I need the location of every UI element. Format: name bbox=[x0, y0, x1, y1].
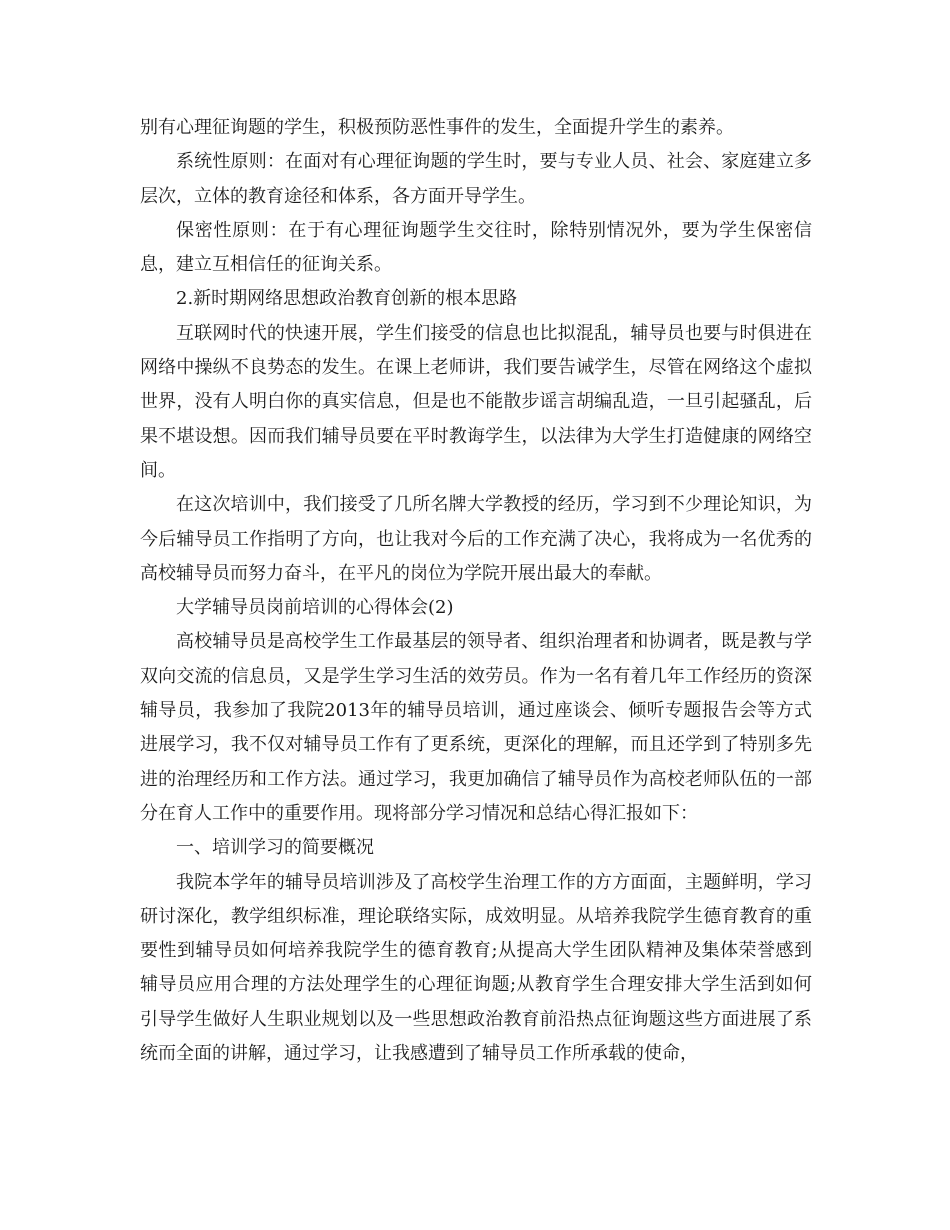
paragraph-confidentiality-principle: 保密性原则：在于有心理征询题学生交往时，除特别情况外，要为学生保密信息，建立互相信任的征询关系。 bbox=[140, 219, 812, 276]
paragraph-systematic-principle: 系统性原则：在面对有心理征询题的学生时，要与专业人员、社会、家庭建立多层次，立体的教育途径和体系，各方面开导学生。 bbox=[140, 151, 812, 207]
paragraph: 互联网时代的快速开展，学生们接受的信息也比拟混乱，辅导员也要与时俱进在网络中操纵不良势态的发生。在课上老师讲，我们要告诫学生，尽管在网络这个虚拟世界，没有人明白你的真实信息，但是也不能散步谣言胡编乱造，一旦引起骚乱，后果不堪设想。因而我们辅导员要在平时教诲学生，以法律为大学生打造健康的网络空间。 bbox=[140, 322, 812, 481]
paragraph: 在这次培训中，我们接受了几所名牌大学教授的经历，学习到不少理论知识，为今后辅导员工作指明了方向，也让我对今后的工作充满了决心，我将成为一名优秀的高校辅导员而努力奋斗，在平凡的岗位为学院开展出最大的奉献。 bbox=[140, 494, 812, 584]
paragraph: 别有心理征询题的学生，积极预防恶性事件的发生，全面提升学生的素养。 bbox=[140, 117, 734, 138]
paragraph: 高校辅导员是高校学生工作最基层的领导者、组织治理者和协调者，既是教与学双向交流的信息员，又是学生学习生活的效劳员。作为一名有着几年工作经历的资深辅导员，我参加了我院2013年的辅导员培训，通过座谈会、倾听专题报告会等方式进展学习，我不仅对辅导员工作有了更系统，更深化的理解，而且还学到了特别多先进的治理经历和工作方法。通过学习，我更加确信了辅导员作为高校老师队伍的一部分在育人工作中的重要作用。现将部分学习情况和总结心得汇报如下： bbox=[140, 631, 812, 824]
paragraph: 我院本学年的辅导员培训涉及了高校学生治理工作的方方面面，主题鲜明，学习研讨深化，教学组织标准，理论联络实际，成效明显。从培养我院学生德育教育的重要性到辅导员如何培养我院学生的德育教育;从提高大学生团队精神及集体荣誉感到辅导员应用合理的方法处理学生的心理征询题;从教育学生合理安排大学生活到如何引导学生做好人生职业规划以及一些思想政治教育前沿热点征询题这些方面进展了系统而全面的讲解，通过学习，让我感遭到了辅导员工作所承载的使命， bbox=[140, 871, 812, 1065]
article-title: 大学辅导员岗前培训的心得体会(2) bbox=[176, 597, 454, 619]
document-page bbox=[140, 111, 812, 1071]
section-heading: 一、培训学习的简要概况 bbox=[176, 837, 374, 859]
section-heading: 2.新时期网络思想政治教育创新的根本思路 bbox=[176, 288, 518, 310]
